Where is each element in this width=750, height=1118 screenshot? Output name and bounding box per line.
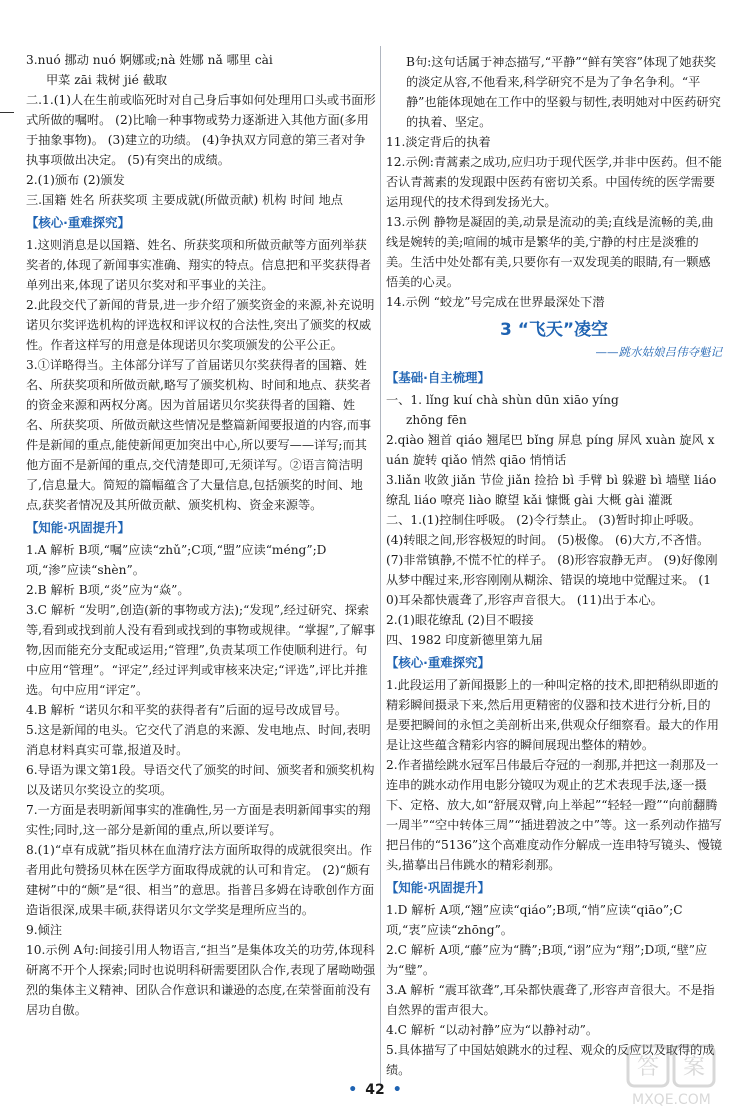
answer-paragraph: 5.这是新闻的电头。它交代了消息的来源、发电地点、时间,表明消息材料真实可靠,报道及时。 <box>26 723 371 757</box>
page-number-text: 42 <box>365 1082 385 1098</box>
answer-paragraph: 6.导语为课文第1段。导语交代了颁奖的时间、颁奖者和颁奖机构以及诺贝尔奖设立的奖项。 <box>26 763 375 797</box>
answer-paragraph: 2.(1)眼花缭乱 (2)目不暇接 <box>386 613 534 627</box>
margin-mark <box>0 112 14 113</box>
answer-paragraph: 二.1.(1)人在生前或临死时对自己身后事如何处理用口头或书面形式所做的嘱咐。 (2)比喻一种事物或势力逐渐进入其他方面(多用于抽象事物)。 (3)建立的功绩。 (4)争执双方同意的第三者对争执事项做出决定。 (5)有突出的成绩。 <box>26 93 376 167</box>
answer-paragraph: 二、1.(1)控制住呼吸。 (2)令行禁止。 (3)暂时抑止呼吸。 (4)转眼之间,形容极短的时间。 (5)极像。 (6)大方,不吝惜。 (7)非常镇静,不慌不忙的样子。 (8)形容寂静无声。 (9)好像刚从梦中醒过来,形容刚刚从糊涂、错误的境地中觉醒过来。 (10)耳朵都快震聋了,形容声音很大。 (11)出于本心。 <box>386 513 718 607</box>
lesson-title: 3 “飞天”凌空 <box>499 320 609 340</box>
lesson-subtitle: ——跳水姑娘吕伟夺魁记 <box>595 345 722 359</box>
column-divider <box>380 46 381 1086</box>
section-heading: 【核心·重难探究】 <box>386 655 490 670</box>
answer-paragraph: 四、1982 印度新德里第九届 <box>386 633 543 647</box>
answer-paragraph: 甲菜 zāi 栽树 jié 截取 <box>46 73 168 87</box>
answer-paragraph: 2.B 解析 B项,“炎”应为“焱”。 <box>26 583 190 597</box>
answer-paragraph: 2.此段交代了新闻的背景,进一步介绍了颁奖资金的来源,补充说明诺贝尔奖评选机构的评选权和评议权的合法性,突出了颁奖的权威性。作者这样写的用意是体现诺贝尔奖项颁发的公平公正。 <box>26 298 375 352</box>
answer-paragraph: 一、1. lǐng kuí chà shùn dūn xiāo yíng <box>386 393 619 407</box>
answer-paragraph: 3.C 解析 “发明”,创造(新的事物或方法);“发现”,经过研究、探索等,看到或找到前人没有看到或找到的事物或规律。“掌握”,了解事物,因而能充分支配或运用;“管理”,负责某项工作使顺利进行。句中应用“管理”。“评定”,经过评判或审核来决定;“评选”,评比并推选。句中应用“评定”。 <box>26 603 376 697</box>
answer-paragraph: 4.B 解析 “诺贝尔和平奖的获得者有”后面的逗号改成冒号。 <box>26 703 348 717</box>
answer-paragraph: 14.示例 “蛟龙”号完成在世界最深处下潜 <box>386 295 605 309</box>
left-column <box>26 50 376 1020</box>
answer-paragraph: 7.一方面是表明新闻事实的准确性,另一方面是表明新闻事实的翔实性;同时,这一部分是新闻的重点,所以要详写。 <box>26 803 371 837</box>
answer-paragraph: 12.示例:青蒿素之成功,应归功于现代医学,并非中医药。但不能否认青蒿素的发现跟中医药有密切关系。中国传统的医学需要运用现代的技术得到发扬光大。 <box>386 155 722 209</box>
answer-paragraph: 三.国籍 姓名 所获奖项 主要成就(所做贡献) 机构 时间 地点 <box>26 193 343 207</box>
page-number: • 42 • <box>348 1082 402 1098</box>
answer-paragraph: 2.qiào 翘首 qiáo 翘尾巴 bǐng 屏息 píng 屏风 xuàn 旋风 xuán 旋转 qiǎo 悄然 qiāo 悄悄话 <box>386 433 715 467</box>
answer-paragraph: 5.具体描写了中国姑娘跳水的过程、观众的反应以及取得的成绩。 <box>386 1043 715 1077</box>
watermark-logo <box>624 1040 734 1108</box>
answer-paragraph: 3.nuó 挪动 nuó 婀娜或;nà 姓娜 nǎ 哪里 cài <box>26 53 273 67</box>
answer-paragraph: 3.A 解析 “震耳欲聋”,耳朵都快震聋了,形容声音很大。不是指自然界的雷声很大。 <box>386 983 715 1017</box>
section-heading: 【知能·巩固提升】 <box>386 880 490 895</box>
answer-paragraph: 11.淡定背后的执着 <box>386 135 491 149</box>
answer-paragraph: 3.①详略得当。主体部分详写了首届诺贝尔奖获得者的国籍、姓名、所获奖项和所做贡献,略写了颁奖机构、时间和地点、获奖者的资金来源和两权分离。因为首届诺贝尔奖获得者的国籍、姓名、所获奖项、所做贡献这些情况是整篇新闻要报道的内容,而事件是新闻的重点,能使新闻更加突出中心,所以要写——详写;而其他方面不是新闻的重点,交代清楚即可,无须详写。②语言简洁明了,信息量大。简短的篇幅蕴含了大量信息,包括颁奖的时间、地点,获奖者情况及其所做贡献、颁奖机构、资金来源等。 <box>26 358 372 512</box>
answer-paragraph: 4.C 解析 “以动衬静”应为“以静衬动”。 <box>386 1023 599 1037</box>
answer-paragraph: 1.这则消息是以国籍、姓名、所获奖项和所做贡献等方面列举获奖者的,体现了新闻事实准确、翔实的特点。信息把和平奖获得者单列出来,体现了诺贝尔奖对和平事业的关注。 <box>26 238 372 292</box>
svg-text:MXQE.COM: MXQE.COM <box>632 1092 711 1108</box>
right-column <box>386 52 722 1080</box>
answer-paragraph: 1.此段运用了新闻摄影上的一种叫定格的技术,即把稍纵即逝的精彩瞬间摄录下来,然后用更精密的仪器和技术进行分析,目的是要把瞬间的永恒之美剖析出来,供观众仔细察看。最大的作用是让这些蕴含精彩内容的瞬间展现出整体的精妙。 <box>386 678 719 752</box>
answer-paragraph: zhōng fēn <box>406 413 467 427</box>
answer-paragraph: 2.C 解析 A项,“藤”应为“腾”;B项,“诩”应为“翔”;D项,“壁”应为“璧”。 <box>386 943 708 977</box>
answer-paragraph: 1.D 解析 A项,“翘”应读“qiáo”;B项,“悄”应读“qiāo”;C项,“衷”应读“zhōng”。 <box>386 903 683 937</box>
answer-paragraph: 3.liǎn 收敛 jiǎn 节俭 jiǎn 捡拾 bì 手臂 bì 躲避 bì 墙壁 liáo 缭乱 liáo 嘹亮 liào 瞭望 kǎi 慷慨 gài 大概 gài 灌溉 <box>386 473 717 507</box>
answer-paragraph: B句:这句话属于神态描写,“平静”“鲜有笑容”体现了她获奖的淡定从容,不他看来,科学研究不是为了争名争利。“平静”也能体现她在工作中的坚毅与韧性,表明她对中医药研究的执着、坚定。 <box>406 55 721 129</box>
svg-text:案: 案 <box>682 1055 706 1080</box>
answer-paragraph: 2.作者描绘跳水冠军吕伟最后夺冠的一刹那,并把这一刹那及一连串的跳水动作用电影分镜叹为观止的艺术表现手法,逐一摄下、定格、放大,如“舒展双臂,向上举起”“轻轻一蹬”“向前翻腾一周半”“空中转体三周”“插进碧波之中”等。这一系列动作描写把吕伟的“5136”这个高难度动作分解成一连串特写镜头、慢镜头,描摹出吕伟跳水的精彩刹那。 <box>386 758 722 872</box>
answer-paragraph: 13.示例 静物是凝固的美,动景是流动的美;直线是流畅的美,曲线是婉转的美;喧闹的城市是繁华的美,宁静的村庄是淡雅的美。生活中处处都有美,只要你有一双发现美的眼睛,有一颗感悟美的心灵。 <box>386 215 714 289</box>
answer-paragraph: 1.A 解析 B项,“嘱”应读“zhǔ”;C项,“盟”应读“méng”;D项,“渗”应读“shèn”。 <box>26 543 327 577</box>
svg-text:答: 答 <box>636 1055 660 1080</box>
answer-paragraph: 8.(1)“卓有成就”指贝林在血清疗法方面所取得的成就很突出。作者用此句赞扬贝林在医学方面取得成就的认可和肯定。 (2)“颇有建树”中的“颇”是“很、相当”的意思。指普吕多姆在诗歌创作方面造诣很深,成果丰硕,获得诺贝尔文学奖是理所应当的。 <box>26 843 375 917</box>
answer-paragraph: 9.倾注 <box>26 923 63 937</box>
answer-paragraph: 2.(1)颁布 (2)颁发 <box>26 173 125 187</box>
section-heading: 【核心·重难探究】 <box>26 215 130 230</box>
answer-paragraph: 10.示例 A句:间接引用人物语言,“担当”是集体攻关的功劳,体现科研离不开个人探索;同时也说明科研需要团队合作,表现了屠呦呦强烈的集体主义精神、团队合作意识和谦逊的态度,在荣誉面前没有居功自傲。 <box>26 943 376 1017</box>
section-heading: 【基础·自主梳理】 <box>386 370 490 385</box>
section-heading: 【知能·巩固提升】 <box>26 520 130 535</box>
